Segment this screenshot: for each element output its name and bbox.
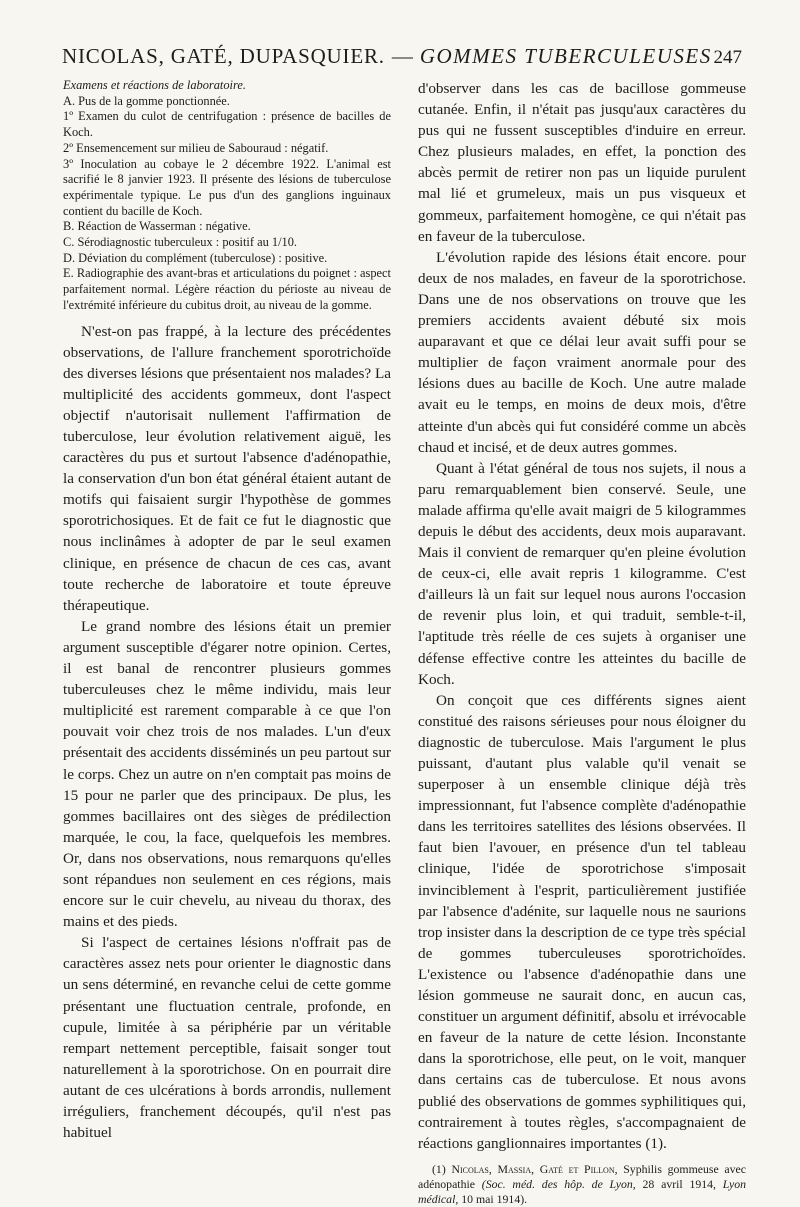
header-authors: NICOLAS, GATÉ, DUPASQUIER.: [62, 44, 385, 68]
header-dash: —: [391, 44, 413, 68]
footnote-authors: Nicolas, Massia, Gaté et Pillon,: [451, 1161, 618, 1176]
lab-item: E. Radiographie des avant-bras et articulations du poignet : aspect parfaitement normal. Légère réaction du périoste au niveau de l'extrémité inférieure du cubitus droit, au niveau de la gomme.: [63, 266, 391, 312]
footnote-journal-2: Lyon médical,: [418, 1176, 747, 1206]
paragraph-continuation: d'observer dans les cas de bacillose gommeuse cutanée. Enfin, il n'était pas jusqu'aux caractères du pus qui ne fussent susceptibles d'induire en erreur. Chez plusieurs malades, en effet, la ponction des abcès permit de retirer non pas un liquide purulent mal lié et grumeleux, mais un pus visqueux et gommeux, parfaitement homogène, ce qui n'était pas en faveur de la tuberculose.: [418, 80, 746, 245]
footnote-journal: (Soc. méd. des hôp. de Lyon,: [481, 1176, 636, 1191]
footnote-marker: (1): [432, 1161, 446, 1176]
footnote-text: Syphilis gommeuse avec adénopathie: [418, 1161, 747, 1191]
lab-item: 3º Inoculation au cobaye le 2 décembre 1922. L'animal est sacrifié le 8 janvier 1923. Il présente des lésions de tuberculose expérimentale typique. Le pus d'un des ganglions inguinaux contient du bacille de Koch.: [63, 156, 391, 218]
paragraph: Le grand nombre des lésions était un premier argument susceptible d'égarer notre opinion. Certes, il est banal de rencontrer plusieurs gommes tuberculeuses chez le même individu, mais leur multiplicité est rarement comparable à ce que l'on pouvait voir chez trois de nos malades. L'un d'eux présentait des accidents disséminés un peu partout sur le corps. Chez un autre on n'en comptait pas moins de 15 pour ne parler que des principaux. De plus, les gommes bacillaires ont des sièges de prédilection marquée, le cou, la face, quelquefois les membres. Or, dans nos observations, nous remarquons qu'elles sont répandues non seulement en ces régions, mais encore sur le cuir chevelu, au niveau du thorax, des mains et des pieds.: [63, 617, 391, 931]
paragraph: L'évolution rapide des lésions était encore. pour deux de nos malades, en faveur de la sporotrichose. Dans une de nos observations on trouve que les premiers accidents avaient débuté six mois auparavant et que ce délai leur avait suffi pour se multiplier de façon vraiment anormale pour des lésions dues au bacille de Koch. Une autre malade avait eu le temps, en moins de deux mois, d'être atteinte d'un abcès qui fut considéré comme un abcès chaud et incisé, et de deux autres gommes.: [418, 248, 746, 456]
page-number: 247: [713, 47, 742, 68]
paragraph: Quant à l'état général de tous nos sujets, il nous a paru remarquablement bien conservé. Seule, une malade affirma qu'elle avait maigri de 5 kilogrammes depuis le début des accidents, deux mois auparavant. Mais il convient de remarquer qu'en pleine évolution de ceux-ci, elle avait repris 1 kilogramme. C'est d'ailleurs là un fait sur lequel nous aurons l'occasion de revenir plus loin, et qui traduit, semble-t-il, l'aptitude très réelle de ces sujets à organiser une défense effective contre les atteintes du bacille de Koch.: [418, 459, 746, 688]
left-body-text: [63, 321, 391, 1144]
lab-item: B. Réaction de Wasserman : négative.: [63, 219, 251, 234]
running-header: [62, 44, 742, 69]
paragraph: Si l'aspect de certaines lésions n'offrait pas de caractères assez nets pour orienter le diagnostic dans un sens déterminé, en revanche celui de cette gomme présentant une fluctuation centrale, profonde, en cupule, limitée à sa périphérie par un véritable rempart nettement perceptible, faisait songer tout naturellement à la sporotrichose. On en pourrait dire autant de ces ulcérations à bords arrondis, nullement irréguliers, franchement découpés, qu'il n'est pas habituel: [63, 934, 391, 1142]
paragraph: On conçoit que ces différents signes aient constitué des raisons sérieuses pour nous éloigner du diagnostic de tuberculose. Mais l'argument le plus puissant, d'autant plus valable qu'il venait se superposer à un ensemble clinique déjà très impressionnant, fut l'absence complète d'adénopathie dans les territoires satellites des lésions observées. Il faut bien l'avouer, en présence d'un tel tableau clinique, l'idée de sporotrichose s'imposait invinciblement à l'esprit, particulièrement justifiée par l'absence d'adénite, sur laquelle nous ne saurions trop insister dans la description de ce type très spécial de gommes tuberculeuses sporotrichoïdes. L'existence ou l'absence d'adénopathie dans une lésion gommeuse ne saurait donc, en aucun cas, constituer un argument définitif, absolu et irrévocable en faveur de la nature de cette lésion. Inconstante dans la sporotrichose, elle peut, on le voit, manquer dans certains cas de tuberculose. Et nous avons publié des observations de gommes syphilitiques qui, contrairement à toutes règles, s'accompagnaient de réactions ganglionnaires importantes (1).: [418, 691, 746, 1152]
right-body-text: [418, 78, 746, 1154]
lab-heading: Examens et réactions de laboratoire.: [63, 78, 246, 92]
lab-item: D. Déviation du complément (tuberculose) : positive.: [63, 250, 328, 265]
lab-item: A. Pus de la gomme ponctionnée.: [63, 93, 230, 108]
right-column: [418, 78, 746, 1207]
footnote-date-2: 10 mai 1914).: [461, 1191, 528, 1206]
lab-item: 2º Ensemencement sur milieu de Sabouraud : négatif.: [63, 140, 329, 155]
lab-results-section: [63, 78, 391, 314]
footnote: [418, 1162, 746, 1207]
footnote-date: 28 avril 1914,: [642, 1176, 717, 1191]
left-column: [63, 78, 391, 1143]
lab-item: C. Sérodiagnostic tuberculeux : positif au 1/10.: [63, 235, 298, 250]
lab-item: 1º Examen du culot de centrifugation : présence de bacilles de Koch.: [63, 109, 391, 140]
header-title: GOMMES TUBERCULEUSES: [419, 44, 712, 68]
paragraph: N'est-on pas frappé, à la lecture des précédentes observations, de l'allure franchement sporotrichoïde des diverses lésions que présentaient nos malades? La multiplicité des accidents gommeux, dont l'aspect objectif n'autorisait nullement l'affirmation de tuberculose, leur évolution relativement aiguë, les caractères du pus et surtout l'absence d'adénopathie, la conservation d'un bon état général étaient autant de motifs qui faisaient surgir l'hypothèse de gommes sporotrichosiques. Et de fait ce fut le diagnostic que nous inclinâmes à adopter de par le seul examen clinique, en présence de chacun de ces cas, avant toute recherche de laboratoire et toute épreuve thérapeutique.: [63, 322, 391, 614]
